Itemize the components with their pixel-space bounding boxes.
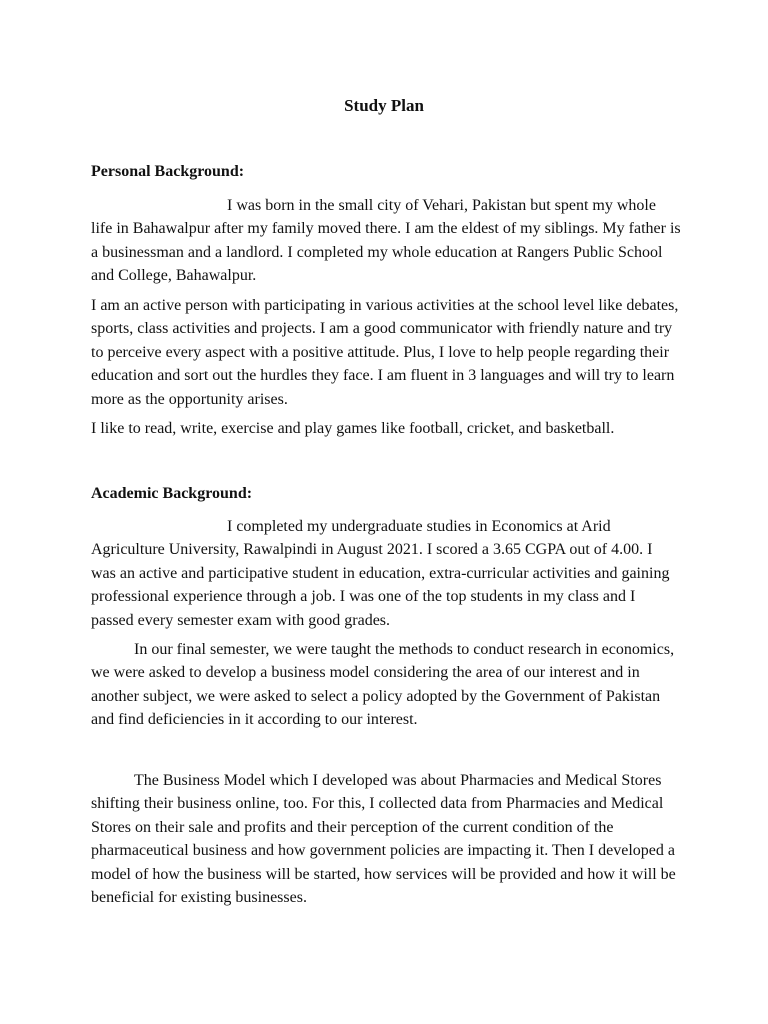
personal-paragraph-3: I like to read, write, exercise and play games like football, cricket, and basketball.	[91, 420, 615, 437]
personal-paragraph-2: I am an active person with participating in various activities at the school level like debates, sports, class activities and projects. I am a good communicator with friendly nature and try to perceive every aspect with a positive attitude. Plus, I love to help people regarding their education and sort out the hurdles they face. I am fluent in 3 languages and will try to learn more as the opportunity arises.	[91, 297, 679, 408]
document-title: Study Plan	[344, 96, 424, 115]
academic-paragraph-3: The Business Model which I developed was about Pharmacies and Medical Stores shifting their business online, too. For this, I collected data from Pharmacies and Medical Stores on their sale and profits and their perception of the current condition of the pharmaceutical business and how government policies are impacting it. Then I developed a model of how the business will be started, how services will be provided and how it will be beneficial for existing businesses.	[91, 772, 676, 907]
academic-paragraph-1: I completed my undergraduate studies in Economics at Arid Agriculture University, Rawalpindi in August 2021. I scored a 3.65 CGPA out of 4.00. I was an active and participative student in education, extra-curricular activities and gaining professional experience through a job. I was one of the top students in my class and I passed every semester exam with good grades.	[91, 518, 670, 629]
academic-paragraph-2: In our final semester, we were taught the methods to conduct research in economics, we were asked to develop a business model considering the area of our interest and in another subject, we were asked to select a policy adopted by the Government of Pakistan and find deficiencies in it according to our interest.	[91, 641, 675, 729]
academic-background-heading: Academic Background:	[91, 485, 253, 502]
personal-paragraph-1: I was born in the small city of Vehari, Pakistan but spent my whole life in Bahawalpur after my family moved there. I am the eldest of my siblings. My father is a businessman and a landlord. I completed my whole education at Rangers Public School and College, Bahawalpur.	[91, 197, 681, 285]
personal-background-heading: Personal Background:	[91, 163, 245, 180]
